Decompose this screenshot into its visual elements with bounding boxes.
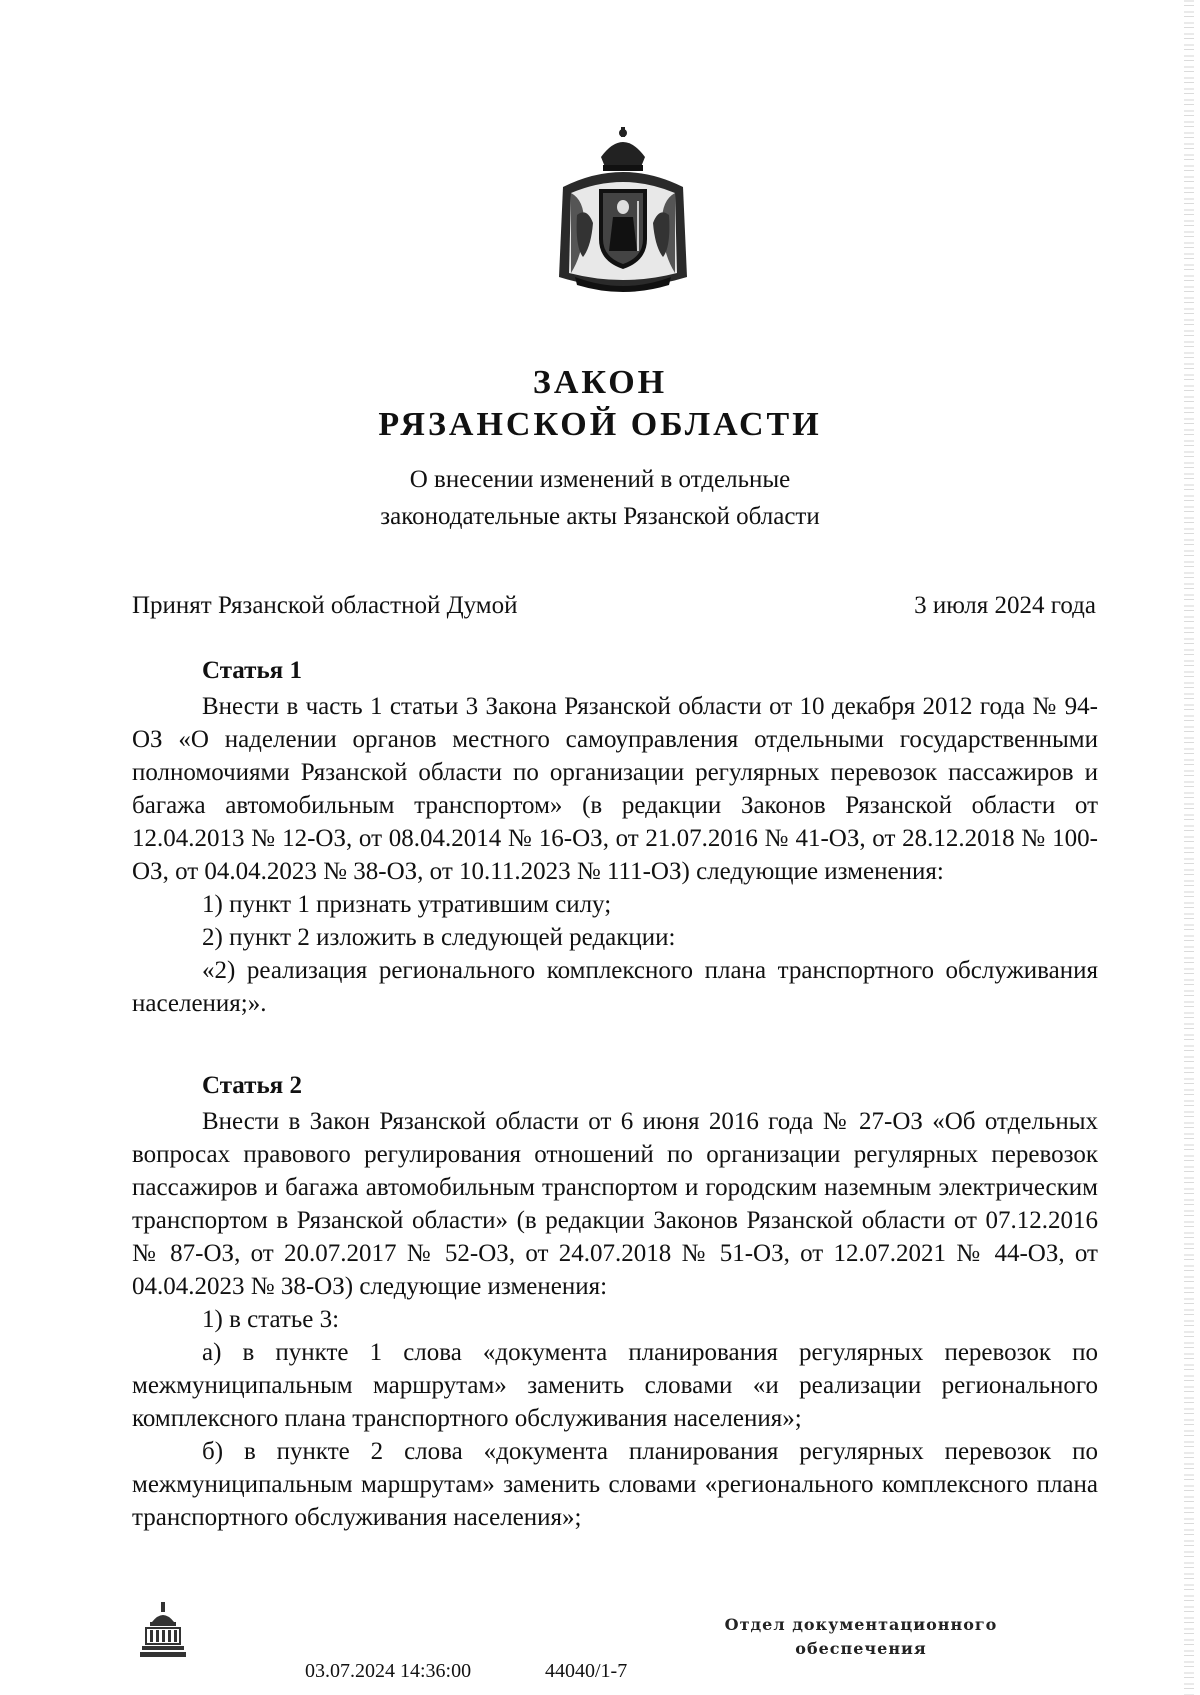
- article-2-subitem: а) в пункте 1 слова «документа планирования регулярных перевозок по межмуниципальным маршрутам» заменить словами «и реализации регионального комплексного плана транспортного обслуживания населения»;: [132, 1339, 1098, 1432]
- article-2-subitem: б) в пункте 2 слова «документа планирования регулярных перевозок по межмуниципальным маршрутам» заменить словами «регионального комплексного плана транспортного обслуживания населения»;: [132, 1438, 1098, 1531]
- scan-edge-artifact: [1184, 0, 1194, 1695]
- law-title: ЗАКОН: [532, 364, 668, 401]
- adoption-text: Принят Рязанской областной Думой: [132, 592, 518, 619]
- article-2-item: 1) в статье 3:: [202, 1306, 340, 1333]
- stamp-line-2: обеспечения: [795, 1639, 927, 1658]
- article-1-heading: Статья 1: [202, 657, 302, 684]
- article-2-body: [132, 1105, 1098, 1534]
- footer-timestamp: 03.07.2024 14:36:00: [305, 1660, 472, 1682]
- coat-of-arms-emblem: [553, 127, 693, 295]
- duma-building-logo: [140, 1602, 186, 1658]
- article-1-item: 1) пункт 1 признать утратившим силу;: [202, 891, 612, 918]
- article-2-heading: Статья 2: [202, 1072, 302, 1099]
- adoption-date: 3 июля 2024 года: [914, 592, 1096, 619]
- article-1-paragraph: Внести в часть 1 статьи 3 Закона Рязанской области от 10 декабря 2012 года № 94-ОЗ «О наделении органов местного самоуправления отдельными государственными полномочиями Рязанской области по организации регулярных перевозок пассажиров и багажа автомобильным транспортом» (в редакции Законов Рязанской области от 12.04.2013 № 12-ОЗ, от 08.04.2014 № 16-ОЗ, от 21.07.2016 № 41-ОЗ, от 28.12.2018 № 100-ОЗ, от 04.04.2023 № 38-ОЗ, от 10.11.2023 № 111-ОЗ) следующие изменения:: [132, 693, 1098, 885]
- article-1-item: 2) пункт 2 изложить в следующей редакции:: [202, 924, 676, 951]
- article-1-quote: «2) реализация регионального комплексного плана транспортного обслуживания населения;».: [132, 957, 1098, 1017]
- law-region-title: РЯЗАНСКОЙ ОБЛАСТИ: [378, 406, 822, 443]
- article-1-body: [132, 690, 1098, 1020]
- footer-document-number: 44040/1-7: [545, 1660, 628, 1682]
- stamp-line-1: Отдел документационного: [724, 1615, 998, 1634]
- law-subject-line2: законодательные акты Рязанской области: [380, 503, 820, 530]
- article-2-paragraph: Внести в Закон Рязанской области от 6 июня 2016 года № 27-ОЗ «Об отдельных вопросах правового регулирования отношений по организации регулярных перевозок пассажиров и багажа автомобильным транспортом и городским наземным электрическим транспортом в Рязанской области» (в редакции Законов Рязанской области от 07.12.2016 № 87-ОЗ, от 20.07.2017 № 52-ОЗ, от 24.07.2018 № 51-ОЗ, от 12.07.2021 № 44-ОЗ, от 04.04.2023 № 38-ОЗ) следующие изменения:: [132, 1108, 1098, 1300]
- department-stamp: [716, 1613, 1006, 1661]
- law-subject-line1: О внесении изменений в отдельные: [409, 466, 791, 493]
